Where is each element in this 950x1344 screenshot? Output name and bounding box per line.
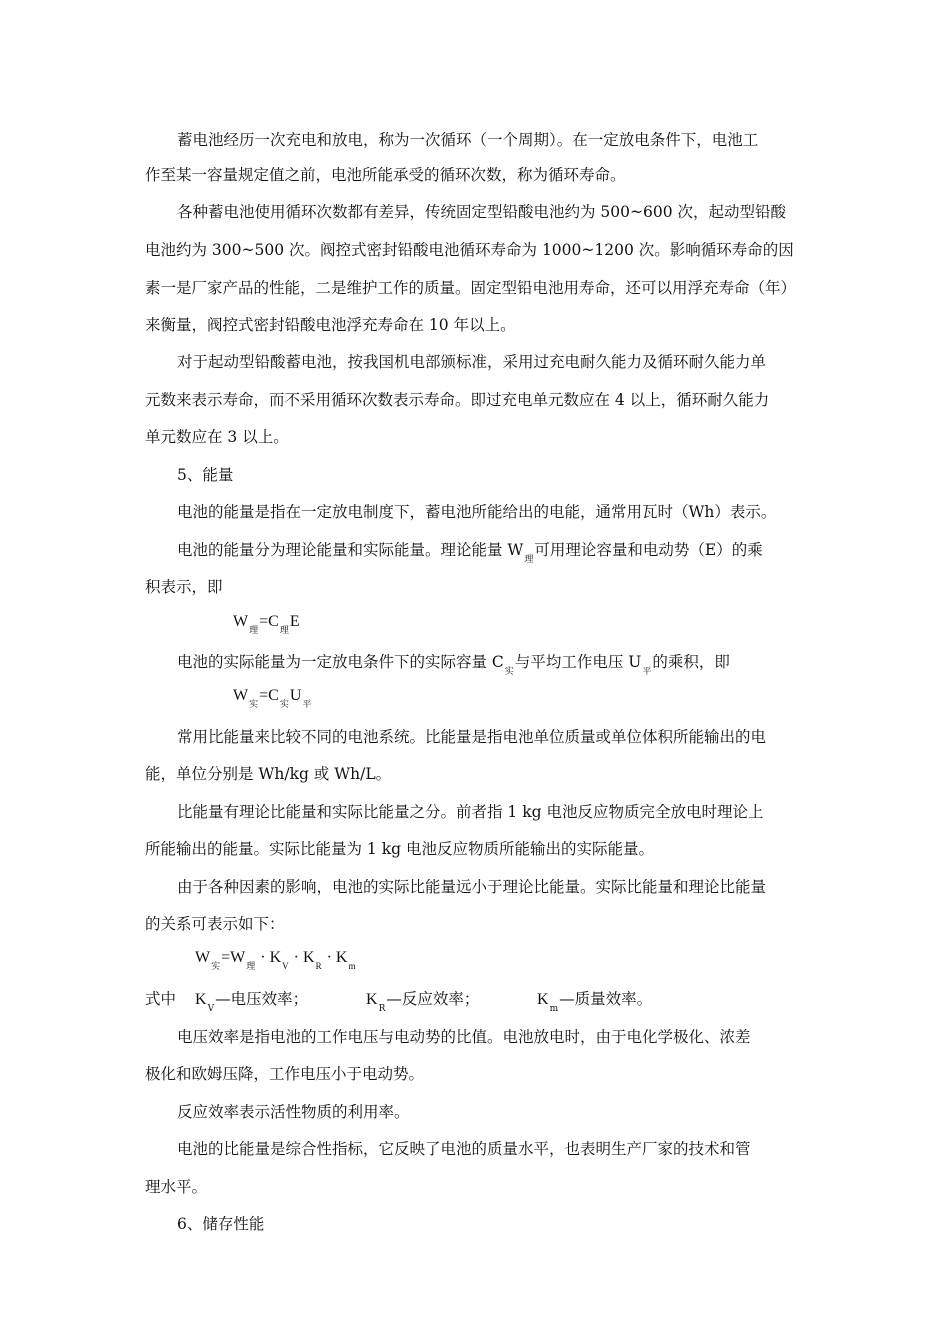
subscript: R	[315, 961, 322, 971]
subscript: 理	[524, 555, 534, 565]
subscript: m	[549, 1004, 559, 1014]
math-symbol: ·	[260, 949, 266, 966]
math-symbol: E	[289, 613, 300, 630]
subscript: V	[207, 1004, 215, 1014]
subscript: 平	[302, 699, 312, 709]
text-run: 可用理论容量和电动势（E）的乘	[534, 541, 763, 559]
paragraph-line: 能，单位分别是 Wh/kg 或 Wh/L。	[145, 765, 392, 783]
text-run: —反应效率；	[386, 990, 480, 1008]
math-symbol: K	[195, 991, 207, 1008]
math-symbol: ·	[293, 949, 299, 966]
paragraph-line: 常用比能量来比较不同的电池系统。比能量是指电池单位质量或单位体积所能输出的电	[177, 728, 767, 746]
paragraph-line: 单元数应在 3 以上。	[145, 428, 289, 446]
paragraph-line	[177, 650, 730, 677]
section-heading: 5、能量	[177, 466, 234, 484]
formula-legend-km	[537, 987, 653, 1014]
paragraph-line: 理水平。	[145, 1178, 208, 1196]
formula-theoretical-energy	[233, 613, 300, 635]
subscript: 理	[249, 625, 259, 635]
paragraph-line: 电压效率是指电池的工作电压与电动势的比值。电池放电时，由于电化学极化、浓差	[177, 1028, 751, 1046]
formula-legend-label: 式中	[145, 990, 177, 1008]
text-run: —质量效率。	[559, 990, 653, 1008]
paragraph-line: 电池约为 300~500 次。阀控式密封铅酸电池循环寿命为 1000~1200 次。影响循环寿命的因	[145, 241, 794, 259]
math-symbol: =	[259, 687, 269, 704]
paragraph-line: 积表示，即	[145, 578, 223, 596]
subscript: 实	[249, 699, 259, 709]
paragraph-line: 素一是厂家产品的性能，二是维护工作的质量。固定型铅电池用寿命，还可以用浮充寿命（年）	[145, 279, 797, 297]
text-run: 的乘积，即	[652, 653, 730, 671]
math-symbol: K	[269, 949, 282, 966]
formula-legend-kv	[195, 987, 309, 1014]
subscript: 理	[246, 961, 256, 971]
math-symbol: K	[537, 991, 549, 1008]
text-run: —电压效率；	[215, 990, 309, 1008]
subscript: 平	[642, 667, 652, 677]
math-symbol: C	[268, 613, 279, 630]
math-symbol: =	[221, 949, 231, 966]
subscript: m	[348, 961, 356, 971]
paragraph-line: 反应效率表示活性物质的利用率。	[177, 1103, 410, 1121]
paragraph-line: 由于各种因素的影响，电池的实际比能量远小于理论比能量。实际比能量和理论比能量	[177, 878, 767, 896]
math-symbol: =	[259, 613, 269, 630]
paragraph-line: 各种蓄电池使用循环次数都有差异，传统固定型铅酸电池约为 500~600 次，起动型铅酸	[177, 203, 787, 221]
math-symbol: ·	[326, 949, 332, 966]
math-symbol: W	[230, 949, 246, 966]
text-run: 电池的实际能量为一定放电条件下的实际容量 C	[177, 653, 504, 671]
paragraph-line	[177, 538, 763, 565]
subscript: 理	[279, 625, 289, 635]
subscript: V	[282, 961, 289, 971]
paragraph-line: 作至某一容量规定值之前，电池所能承受的循环次数，称为循环寿命。	[145, 166, 626, 184]
subscript: R	[378, 1004, 386, 1014]
paragraph-line: 所能输出的能量。实际比能量为 1 kg 电池反应物质所能输出的实际能量。	[145, 840, 654, 858]
math-symbol: W	[195, 949, 211, 966]
paragraph-line: 电池的比能量是综合性指标，它反映了电池的质量水平，也表明生产厂家的技术和管	[177, 1140, 751, 1158]
section-heading: 6、储存性能	[177, 1215, 265, 1233]
paragraph-line: 比能量有理论比能量和实际比能量之分。前者指 1 kg 电池反应物质完全放电时理论上	[177, 803, 764, 821]
paragraph-line: 来衡量，阀控式密封铅酸电池浮充寿命在 10 年以上。	[145, 316, 516, 334]
formula-specific-energy	[195, 949, 356, 971]
subscript: 实	[504, 667, 514, 677]
paragraph-line: 蓄电池经历一次充电和放电，称为一次循环（一个周期）。在一定放电条件下，电池工	[177, 131, 759, 149]
formula-legend-kr	[366, 987, 480, 1014]
paragraph-line: 的关系可表示如下：	[145, 915, 285, 933]
paragraph-line: 极化和欧姆压降，工作电压小于电动势。	[145, 1065, 425, 1083]
math-symbol: K	[303, 949, 315, 966]
paragraph-line: 元数来表示寿命，而不采用循环次数表示寿命。即过充电单元数应在 4 以上，循环耐久能力	[145, 391, 770, 409]
math-symbol: W	[233, 613, 249, 630]
subscript: 实	[279, 699, 289, 709]
formula-actual-energy	[233, 687, 312, 709]
math-symbol: K	[335, 949, 348, 966]
math-symbol: K	[366, 991, 378, 1008]
subscript: 实	[211, 961, 221, 971]
paragraph-line: 电池的能量是指在一定放电制度下，蓄电池所能给出的电能，通常用瓦时（Wh）表示。	[177, 503, 777, 521]
text-run: 与平均工作电压 U	[514, 653, 642, 671]
paragraph-line: 对于起动型铅酸蓄电池，按我国机电部颁标准，采用过充电耐久能力及循环耐久能力单	[177, 353, 767, 371]
text-run: 电池的能量分为理论能量和实际能量。理论能量 W	[177, 541, 524, 559]
math-symbol: W	[233, 687, 249, 704]
math-symbol: C	[268, 687, 279, 704]
math-symbol: U	[289, 687, 302, 704]
